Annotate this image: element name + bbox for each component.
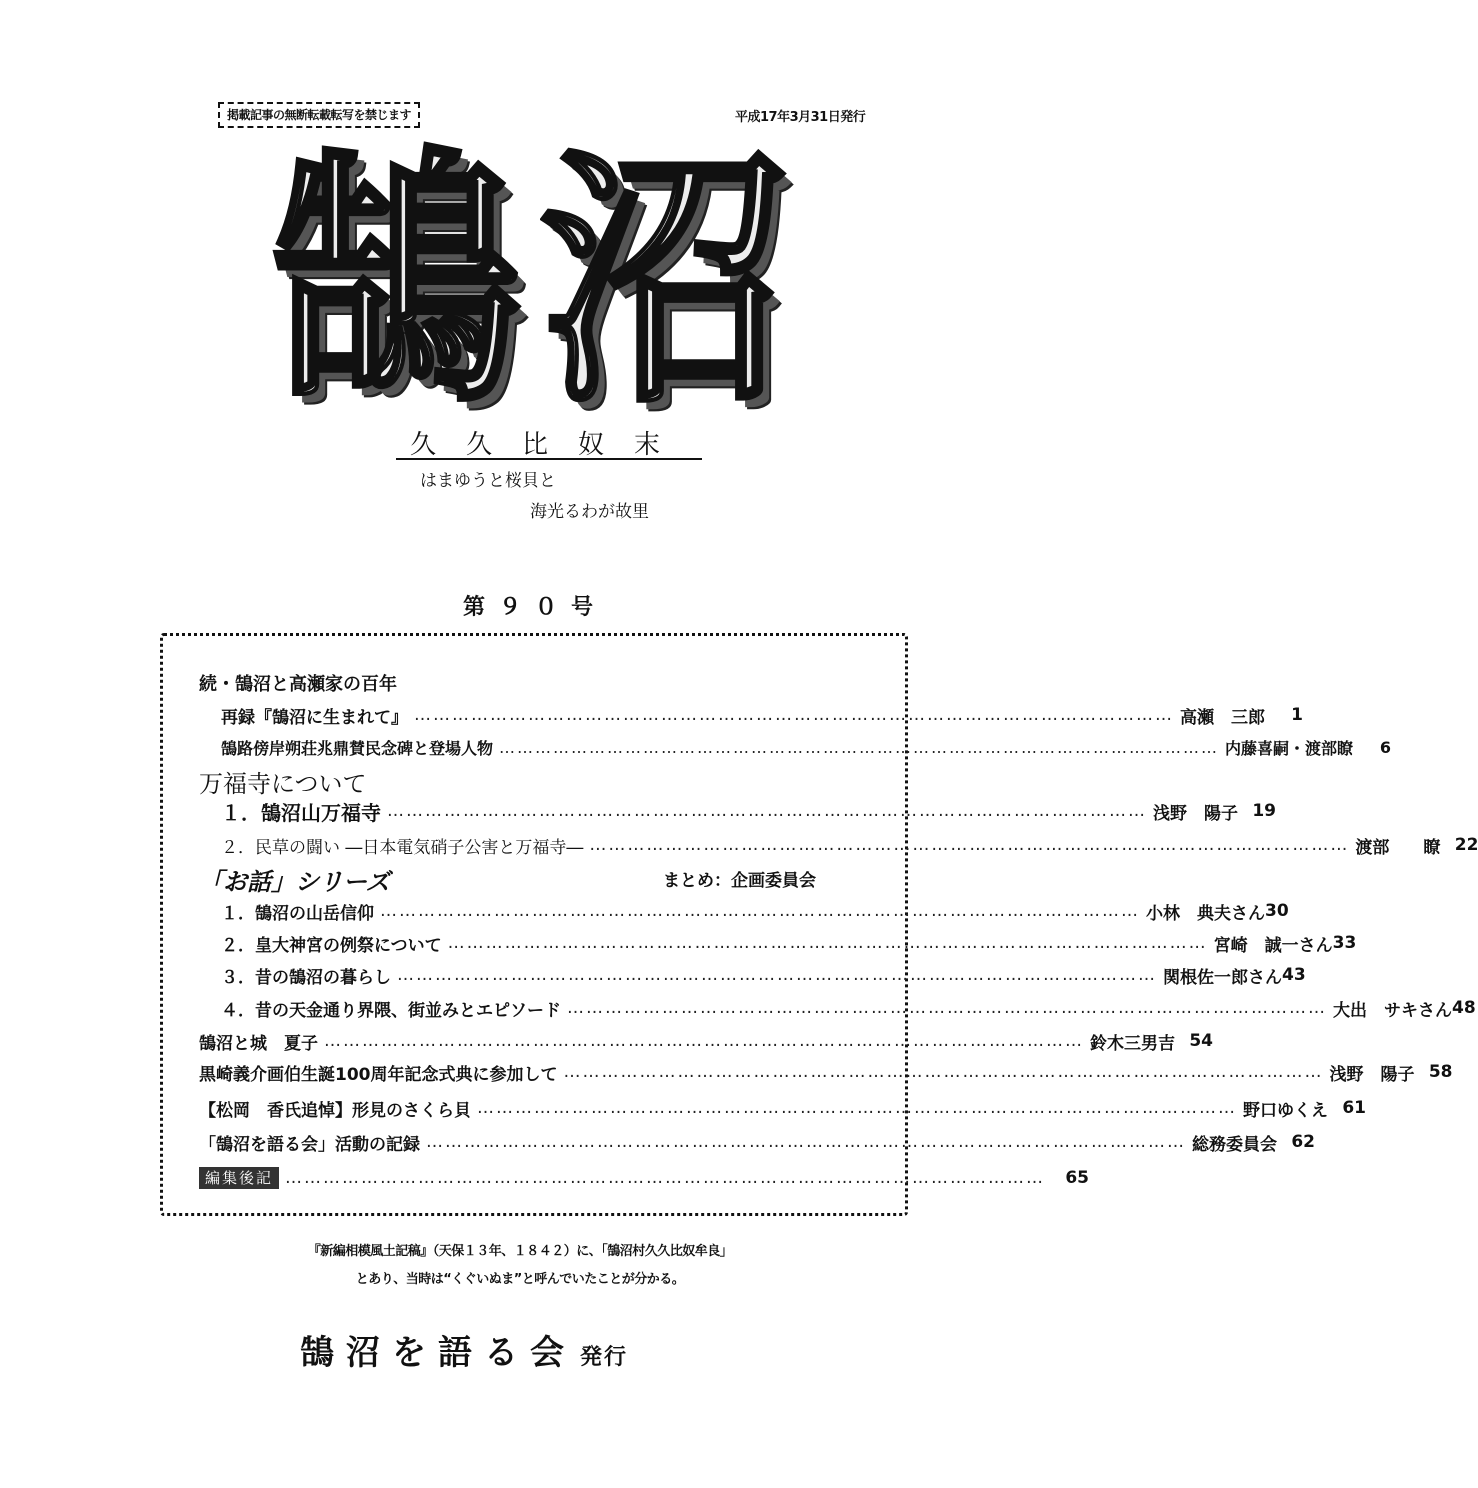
toc-entry-author: 総務委員会 [1192,1134,1277,1155]
toc-leader: ………………………………………………………………………………………………………… [589,835,1350,855]
toc-entry-title: １．鵠沼山万福寺 [221,800,381,825]
toc-entry[interactable] [221,960,1306,990]
toc-entry[interactable] [199,1093,1366,1123]
toc-entry-author: 宮崎 誠一さん [1213,935,1333,956]
toc-entry[interactable] [221,928,1357,958]
toc-entry-author: 関根佐一郎さん [1163,967,1282,988]
footnote-line-1: 『新編相模風土記稿』（天保１３年、１８４２）に、「鵠沼村久久比奴牟良」 [307,1244,733,1259]
toc-entry-title: 鵠沼と城 夏子 [199,1033,318,1054]
toc-entry-page: 19 [1252,801,1276,821]
table-of-contents [160,633,1478,1216]
masthead-char-1: 鵠 [270,121,520,439]
toc-entry-page: 1 [1291,705,1303,725]
toc-entry-author: 内藤喜嗣・渡部瞭 [1225,738,1354,758]
footnote-line-2: とあり、当時は“くぐいぬま”と呼んでいたことが分かる。 [355,1272,685,1287]
toc-entry-author: 浅野 陽子 [1329,1064,1415,1085]
toc-leader: ………………………………………………………………………………………………………… [414,705,1174,725]
toc-entry-page: 48 [1452,998,1476,1018]
toc-entry[interactable] [221,993,1476,1023]
toc-leader: ………………………………………………………………………………………………………… [324,1031,1084,1051]
masthead-title [200,121,860,439]
toc-entry[interactable] [221,796,1276,826]
toc-entry-author: 大出 サキさん [1333,1000,1452,1021]
toc-series-heading: 万福寺について [199,770,367,798]
toc-leader: ………………………………………………………………………………………………………… [387,801,1147,821]
toc-entry-title: １．鵠沼の山岳信仰 [221,903,374,924]
toc-entry-title: ２．民草の闘い ―日本電気硝子公害と万福寺― [221,837,584,858]
copyright-notice: 掲載記事の無断転載転写を禁じます [218,102,420,128]
toc-leader: ………………………………………………………………………………………………………… [380,901,1140,921]
poem-line-1: はまゆうと桜貝と [420,471,556,491]
toc-series-heading: 続・鵠沼と高瀬家の百年 [199,674,397,695]
toc-entry-author: 野口ゆくえ [1243,1100,1328,1121]
toc-entry-editor-note[interactable] [199,1163,1090,1193]
toc-entry-page: 58 [1428,1062,1453,1082]
poem-line-2: 海光るわが故里 [530,502,649,522]
toc-entry-page: 43 [1282,965,1306,985]
manyo-underline [396,458,702,460]
toc-entry-page: 30 [1265,901,1289,921]
toc-entry-title: 「鵠沼を語る会」活動の記録 [199,1134,420,1155]
toc-entry[interactable] [221,700,1303,730]
toc-entry-page: 22 [1454,835,1478,855]
toc-entry[interactable] [221,896,1289,926]
manyo-kana-title: 久久比奴末 [409,430,690,460]
toc-entry-page: 62 [1291,1132,1315,1152]
toc-entry-title: 【松岡 香氏追悼】形見のさくら貝 [199,1100,471,1121]
toc-entry-author: 浅野 陽子 [1153,803,1238,824]
toc-leader: ………………………………………………………………………………………………………… [397,965,1157,985]
toc-entry-page: 33 [1332,933,1357,953]
toc-entry[interactable] [221,830,1478,860]
toc-leader: ………………………………………………………………………………………………………… [563,1062,1324,1082]
toc-entry-page: 54 [1189,1031,1213,1051]
publisher-suffix: 発行 [580,1345,629,1370]
toc-entry-page: 61 [1342,1098,1366,1118]
publisher-name: 鵠沼を語る会 [300,1333,576,1373]
toc-entry-title: ２．皇大神宮の例祭について [221,935,442,956]
toc-leader: ………………………………………………………………………………………………………… [499,737,1220,757]
toc-entry-title: 黒崎義介画伯生誕100周年記念式典に参加して [199,1064,558,1085]
editor-note-badge: 編集後記 [199,1167,279,1189]
issue-number: 第９０号 [462,595,607,620]
publication-date: 平成17年3月31日発行 [735,110,866,125]
publisher-line [300,1325,628,1374]
masthead-char-2: 沼 [540,121,790,439]
toc-entry[interactable] [199,1026,1213,1056]
toc-series-note: まとめ：企画委員会 [663,871,816,891]
toc-leader: ………………………………………………………………………………………………………… [447,933,1208,953]
toc-entry[interactable] [221,732,1392,762]
toc-series-heading: 「お話」シリーズ [199,868,390,896]
toc-entry[interactable] [199,1057,1453,1087]
toc-entry-author: 高瀬 三郎 [1180,707,1265,728]
toc-entry-page: 65 [1065,1168,1090,1188]
toc-entry-title: ３．昔の鵠沼の暮らし [221,967,391,988]
toc-entry-author: 鈴木三男吉 [1090,1033,1175,1054]
toc-leader: ………………………………………………………………………………………………………… [285,1168,1046,1188]
toc-entry-title: ４．昔の天金通り界隈、街並みとエピソード [221,1000,561,1021]
toc-entry[interactable] [199,1127,1315,1157]
toc-entry-author: 小林 典夫さん [1146,903,1265,924]
toc-entry-title: 再録『鵠沼に生まれて』 [221,707,408,728]
toc-leader: ………………………………………………………………………………………………………… [477,1098,1237,1118]
toc-leader: ………………………………………………………………………………………………………… [567,998,1327,1018]
toc-entry-author: 渡部 瞭 [1355,837,1441,858]
toc-entry-title: 鵠路傍岸朔荘兆鼎賛民念碑と登場人物 [221,738,494,758]
toc-entry-page: 6 [1379,737,1392,757]
toc-leader: ………………………………………………………………………………………………………… [426,1132,1186,1152]
